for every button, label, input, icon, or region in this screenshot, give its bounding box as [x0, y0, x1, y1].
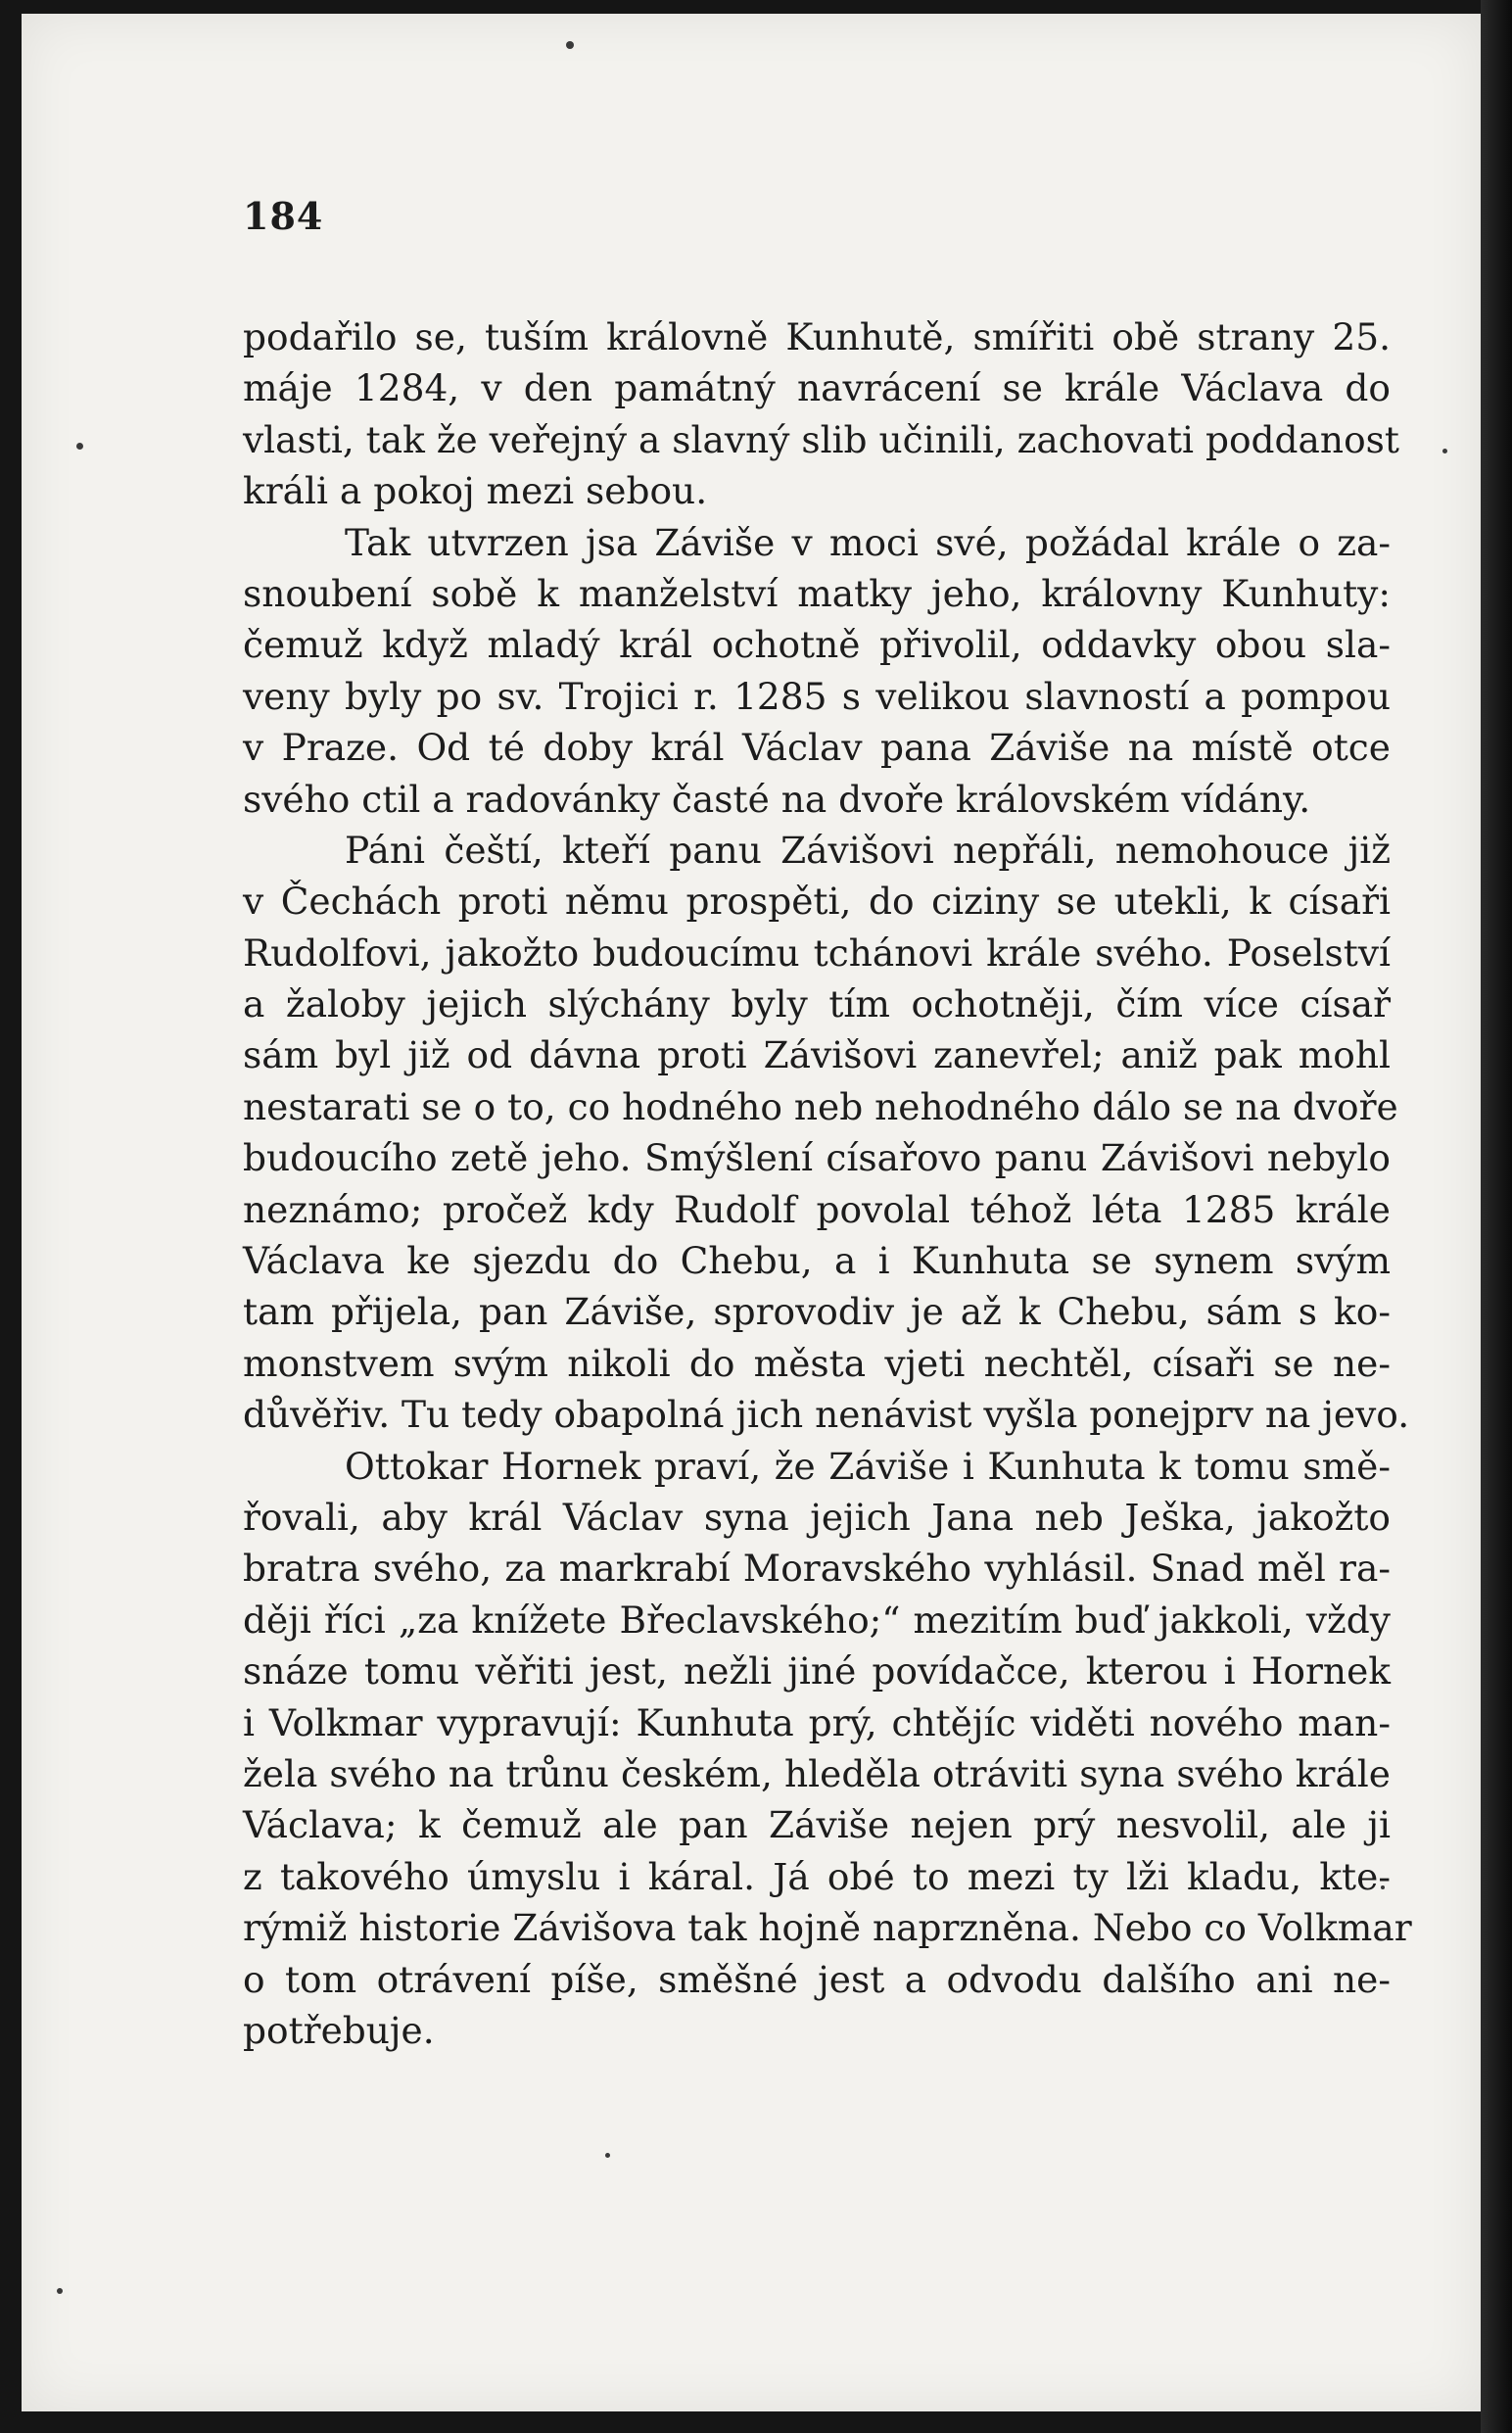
- paragraph: [243, 1441, 1412, 2057]
- text-line: potřebuje.: [243, 2008, 435, 2052]
- text-line: Václava; k čemuž ale pan Záviše nejen prý nesvolil, ale ji: [243, 1803, 1391, 1847]
- dust-speck: [57, 2288, 63, 2294]
- dust-speck: [605, 2153, 610, 2158]
- text-line: z takového úmyslu i káral. Já obé to mezi ty lži kladu, kte-: [243, 1854, 1391, 1898]
- text-line: Tak utvrzen jsa Záviše v moci své, požádal krále o za-: [345, 520, 1391, 564]
- text-line: monstvem svým nikoli do města vjeti nechtěl, císaři se ne-: [243, 1341, 1391, 1385]
- text-line: budoucího zetě jeho. Smýšlení císařovo panu Závišovi nebylo: [243, 1136, 1391, 1180]
- text-line: veny byly po sv. Trojici r. 1285 s velikou slavností a pompou: [243, 674, 1391, 718]
- text-line: snoubení sobě k manželství matky jeho, královny Kunhuty:: [243, 571, 1391, 615]
- text-line: Páni čeští, kteří panu Závišovi nepřáli, nemohouce již: [345, 828, 1391, 872]
- text-line: rýmiž historie Závišova tak hojně naprzněna. Nebo co Volkmar: [243, 1906, 1412, 1950]
- body-text: [243, 311, 1412, 2056]
- text-line: podařilo se, tuším královně Kunhutě, smířiti obě strany 25.: [243, 315, 1391, 358]
- text-line: a žaloby jejich slýchány byly tím ochotněji, čím více císař: [243, 982, 1391, 1026]
- text-line: důvěřiv. Tu tedy obapolná jich nenávist vyšla ponejprv na jevo.: [243, 1393, 1410, 1437]
- text-line: v Čechách proti němu prospěti, do ciziny se utekli, k císaři: [243, 880, 1391, 924]
- paragraph: [243, 517, 1391, 825]
- dust-speck: [1442, 449, 1447, 453]
- page-edge-shadow: [1481, 0, 1512, 2433]
- text-line: neznámo; pročež kdy Rudolf povolal téhož léta 1285 krále: [243, 1187, 1391, 1231]
- text-line: sám byl již od dávna proti Závišovi zanevřel; aniž pak mohl: [243, 1033, 1391, 1077]
- text-line: čemuž když mladý král ochotně přivolil, oddavky obou sla-: [243, 623, 1391, 667]
- paragraph: [243, 825, 1410, 1441]
- text-line: králi a pokoj mezi sebou.: [243, 469, 708, 513]
- text-line: žela svého na trůnu českém, hleděla otráviti syna svého krále: [243, 1751, 1391, 1795]
- text-line: Václava ke sjezdu do Chebu, a i Kunhuta se synem svým: [243, 1239, 1391, 1283]
- text-line: vlasti, tak že veřejný a slavný slib učinili, zachovati poddanost: [243, 417, 1399, 461]
- text-line: v Praze. Od té doby král Václav pana Záviše na místě otce: [243, 726, 1391, 770]
- dust-speck: [76, 443, 83, 450]
- text-line: máje 1284, v den památný navrácení se krále Václava do: [243, 366, 1391, 410]
- text-line: bratra svého, za markrabí Moravského vyhlásil. Snad měl ra-: [243, 1547, 1391, 1591]
- text-line: snáze tomu věřiti jest, nežli jiné povídačce, kterou i Hornek: [243, 1649, 1391, 1694]
- page-number: 184: [243, 194, 324, 238]
- text-line: ději říci „za knížete Břeclavského;“ mezitím buď jakkoli, vždy: [243, 1598, 1391, 1642]
- text-line: i Volkmar vypravují: Kunhuta prý, chtějíc viděti nového man-: [243, 1700, 1391, 1744]
- paragraph: [243, 311, 1399, 517]
- text-line: Ottokar Hornek praví, že Záviše i Kunhuta k tomu smě-: [345, 1444, 1391, 1488]
- text-line: tam přijela, pan Záviše, sprovodiv je až k Chebu, sám s ko-: [243, 1290, 1391, 1334]
- text-line: řovali, aby král Václav syna jejich Jana neb Ješka, jakožto: [243, 1495, 1391, 1539]
- text-line: o tom otrávení píše, směšné jest a odvodu dalšího ani ne-: [243, 1957, 1391, 2001]
- text-line: Rudolfovi, jakožto budoucímu tchánovi krále svého. Poselství: [243, 930, 1391, 975]
- dust-speck: [566, 41, 574, 49]
- text-line: nestarati se o to, co hodného neb nehodného dálo se na dvoře: [243, 1084, 1398, 1128]
- text-line: svého ctil a radovánky časté na dvoře královském vídány.: [243, 777, 1311, 821]
